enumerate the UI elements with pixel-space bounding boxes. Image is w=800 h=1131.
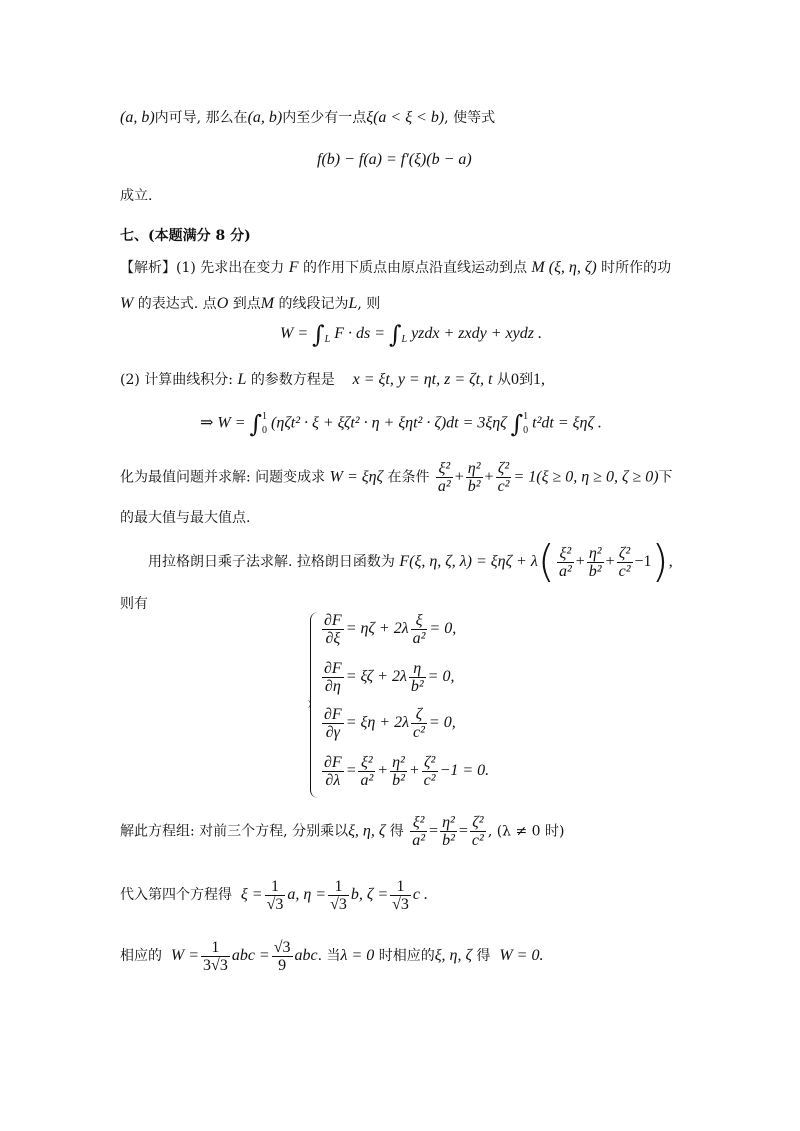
integral-sub: L <box>324 334 331 346</box>
text: 化为最值问题并求解: 问题变成求 <box>120 469 326 486</box>
text: 到点 <box>232 296 261 312</box>
eq-rhs: = ξζ + 2λ <box>345 668 407 686</box>
numerator: ∂F <box>324 660 342 677</box>
text: , 则 <box>357 296 381 312</box>
xi-condition: ξ(a < ξ < b) <box>366 109 445 126</box>
paragraph-line-1 <box>120 108 495 128</box>
numerator: ξ² <box>557 545 574 563</box>
eq-rhs: yzdx + zxdy + xydz . <box>411 325 542 342</box>
denominator: ∂γ <box>325 724 340 741</box>
one: 1, <box>532 371 545 388</box>
fraction <box>390 754 407 789</box>
partial-derivative <box>322 612 344 647</box>
abc: abc <box>294 947 318 964</box>
text: 代入第四个方程得 <box>120 887 232 903</box>
numerator: η² <box>466 460 483 478</box>
variables: ξ, η, ζ <box>348 822 386 840</box>
text: 时相应的 <box>378 948 435 964</box>
fraction <box>470 814 486 849</box>
fraction <box>587 545 604 580</box>
eq-end: = 0, <box>428 714 456 732</box>
lower-limit: 0 <box>262 425 268 436</box>
denominator: a² <box>360 772 374 789</box>
param-equation: x = ξt, y = ηt, z = ζt, t <box>352 371 493 388</box>
system-eq-3 <box>320 706 456 741</box>
fraction <box>411 612 428 647</box>
c-term: c . <box>412 886 429 903</box>
text: 解此方程组: 对前三个方程, 分别乘以 <box>120 823 349 840</box>
symbol-F: F <box>288 259 299 276</box>
constraint: = 1(ξ ≥ 0, η ≥ 0, ζ ≥ 0) <box>513 468 659 486</box>
fraction <box>409 660 426 695</box>
symbol-M: M <box>260 295 275 312</box>
zero: 0 <box>510 371 519 388</box>
symbol-O: O <box>216 295 229 312</box>
denominator: c² <box>497 478 510 495</box>
fraction <box>466 460 483 495</box>
text: 的参数方程是 <box>250 372 335 388</box>
fraction <box>265 878 286 913</box>
text: 到 <box>518 372 533 388</box>
numerator: η <box>409 660 426 678</box>
denominator: ∂λ <box>325 772 341 789</box>
numerator: 1 <box>390 878 411 896</box>
eq-rhs: = ηζ + 2λ <box>345 620 409 638</box>
symbol-L: L <box>348 295 358 312</box>
analysis-line-2 <box>120 294 380 314</box>
left-paren: ( <box>537 536 555 587</box>
denominator: b² <box>588 562 602 580</box>
partial-derivative <box>322 660 344 695</box>
symbol-L: L <box>237 371 247 388</box>
mean-value-equation: f(b) − f(a) = f′(ξ)(b − a) <box>317 151 472 168</box>
denominator: √3 <box>330 895 347 913</box>
denominator: c² <box>423 772 436 789</box>
system-eq-1 <box>320 612 456 647</box>
integrand: (ηζt² · ξ + ξζt² · η + ξηt² · ζ)dt = 3ξηζ <box>271 414 507 432</box>
optimization-line-2: 的最大值与最大值点. <box>120 510 251 526</box>
text: 内至少有一点 <box>282 110 367 126</box>
right-paren: ) <box>651 536 669 587</box>
text: . 当 <box>317 948 341 964</box>
numerator: ζ² <box>617 545 633 563</box>
system-brace <box>310 612 319 798</box>
lambda-zero: λ = 0 <box>340 947 375 964</box>
section-heading: 七、(本题满分 8 分) <box>120 228 251 244</box>
fraction <box>496 460 512 495</box>
denominator: c² <box>413 724 425 741</box>
text: 的线段记为 <box>278 296 349 312</box>
numerator: ζ² <box>470 814 486 832</box>
eq-rhs: = ξη + 2λ <box>345 714 409 732</box>
denominator: c² <box>471 832 484 849</box>
upper-limit: 1 <box>262 411 268 422</box>
lagrange-line: 用拉格朗日乘子法求解. 拉格朗日函数为 F(ξ, η, ζ, λ) = ξηζ + λ( $\frac{\text{ξ²}}{\text{a²}}$ + $\frac{\text{η²}}{\text{b²}}$ + $\frac{\text{ζ²}}{\text{c²}}$ −1), <box>148 536 673 587</box>
numerator: ξ² <box>436 460 453 478</box>
denominator: c² <box>618 562 631 580</box>
text: 的作用下质点由原点沿直线运动到点 <box>302 260 527 276</box>
fraction <box>411 706 427 741</box>
numerator: 1 <box>265 878 286 896</box>
numerator: √3 <box>273 938 291 956</box>
text: 在条件 <box>387 469 430 486</box>
numerator: ξ² <box>358 754 375 772</box>
abc-eq: abc = <box>231 947 270 964</box>
numerator: ∂F <box>324 612 342 629</box>
numerator: 1 <box>201 939 230 957</box>
partial-derivative <box>322 706 344 741</box>
fraction <box>328 878 349 913</box>
lower-limit: 0 <box>523 425 529 436</box>
text: 相应的 <box>120 948 162 964</box>
W-zero: W = 0. <box>499 947 544 964</box>
system-eq-2 <box>320 660 454 695</box>
fraction <box>436 460 453 495</box>
zeyou-text: 则有 <box>120 596 148 612</box>
denominator: ∂ξ <box>325 630 341 647</box>
fraction <box>272 939 293 974</box>
chengli-text: 成立. <box>120 188 153 204</box>
result-line <box>120 936 543 976</box>
partial-derivative <box>322 754 344 789</box>
integral-sign: ∫ <box>389 320 402 349</box>
denominator: b² <box>392 772 405 789</box>
text: 得 <box>389 823 404 840</box>
numerator: ∂F <box>324 754 342 771</box>
eq-end: = 0, <box>427 668 455 686</box>
fraction <box>557 545 574 580</box>
denominator: √3 <box>392 895 409 913</box>
fraction <box>440 814 457 849</box>
objective: W = ξηζ <box>329 468 384 486</box>
solve-line: 解此方程组: 对前三个方程, 分别乘以ξ, η, ζ 得 $\frac{\text{ξ²}}{\text{a²}}$ = $\frac{\text{η²}}{\text{b²}}$ = $\frac{\text{ζ²}}{\text{c²}}$ , (λ ≠ 0 时) <box>120 814 565 849</box>
integral-result: t²dt = ξηζ . <box>532 414 602 432</box>
denominator: √3 <box>266 895 284 913</box>
analysis-tag: 【解析】 <box>120 260 176 276</box>
zeta-eq: b, ζ = <box>350 886 389 903</box>
text: , 使等式 <box>444 110 496 126</box>
fraction <box>358 754 375 789</box>
numerator: ∂F <box>324 706 342 723</box>
analysis-line-1 <box>120 258 671 278</box>
minus-one: −1 <box>634 553 652 570</box>
upper-limit: 1 <box>523 411 529 422</box>
substitution-line <box>120 876 428 914</box>
fraction <box>617 545 633 580</box>
text: 时所作的功 <box>601 260 672 276</box>
denominator: b² <box>467 478 481 495</box>
denominator: a² <box>558 562 572 580</box>
W-eq: W = <box>170 947 200 964</box>
integral-sign: ∫ <box>249 410 263 438</box>
numerator: ξ² <box>410 814 427 832</box>
numerator: η² <box>587 545 604 563</box>
denominator: ∂η <box>324 678 341 695</box>
text: 得 <box>476 948 491 964</box>
text: 用拉格朗日乘子法求解. 拉格朗日函数为 <box>148 554 395 570</box>
fraction <box>390 878 411 913</box>
fraction <box>410 814 427 849</box>
eq-lhs: W = <box>280 325 309 342</box>
interval-ab: (a, b) <box>247 109 283 126</box>
text: 从 <box>496 372 511 388</box>
eq-mid: F · ds = <box>334 325 385 342</box>
numerator: ξ <box>411 612 428 630</box>
fraction <box>422 754 438 789</box>
lagrange-function: F(ξ, η, ζ, λ) = ξηζ + λ <box>399 553 538 570</box>
denominator: a² <box>412 630 426 647</box>
symbol-W: W <box>120 295 134 312</box>
variables: ξ, η, ζ <box>434 947 472 964</box>
eta-eq: a, η = <box>287 886 327 903</box>
eq-lhs: ⇒ W = <box>200 414 246 432</box>
denominator: b² <box>442 832 455 849</box>
numerator: 1 <box>328 878 349 896</box>
optimization-line: 化为最值问题并求解: 问题变成求 W = ξηζ 在条件 $\frac{\text{ξ²}}{\text{a²}}$ + $\frac{\text{η²}}{\text{b²}}$ + $\frac{\text{ζ²}}{\text{c²}}$ = 1(ξ ≥ 0, η ≥ 0, ζ ≥ 0)下 <box>120 460 673 495</box>
part2-line <box>120 370 545 390</box>
eq-end: = 0, <box>429 620 457 638</box>
numerator: η² <box>440 814 457 832</box>
text: 下 <box>658 469 673 486</box>
xi-eq: ξ = <box>240 886 263 903</box>
denominator: b² <box>410 678 424 695</box>
numerator: ζ² <box>496 460 512 478</box>
integral-sub: L <box>401 334 408 346</box>
numerator: ζ <box>411 706 427 724</box>
text: 内可导, 那么在 <box>154 110 248 126</box>
fraction <box>201 939 230 974</box>
condition-note: , (λ ≠ 0 时) <box>487 823 565 840</box>
text: 的表达式. 点 <box>137 296 217 312</box>
text: (1) 先求出在变力 <box>176 260 285 276</box>
text: (2) 计算曲线积分: <box>120 372 233 388</box>
integral-sign: ∫ <box>312 320 325 349</box>
denominator: 9 <box>278 956 287 974</box>
denominator: 3√3 <box>203 956 228 974</box>
interval-ab: (a, b) <box>120 109 155 126</box>
numerator: ζ² <box>422 754 438 772</box>
system-eq-4: $\frac{\partial F}{\partial\lambda}$ = $\frac{\text{ξ²}}{\text{a²}}$ + $\frac{\text{η²}}{\text{b²}}$ + $\frac{\text{ζ²}}{\text{c²}}$ −1 = 0. <box>324 754 490 789</box>
integral-computation <box>200 410 602 438</box>
eq-end: −1 = 0. <box>439 762 490 780</box>
integral-sign: ∫ <box>510 410 524 438</box>
denominator: a² <box>412 832 426 849</box>
denominator: a² <box>437 478 451 495</box>
numerator: η² <box>390 754 407 772</box>
work-integral-equation <box>280 320 542 350</box>
point-M: M (ξ, η, ζ) <box>531 259 597 276</box>
